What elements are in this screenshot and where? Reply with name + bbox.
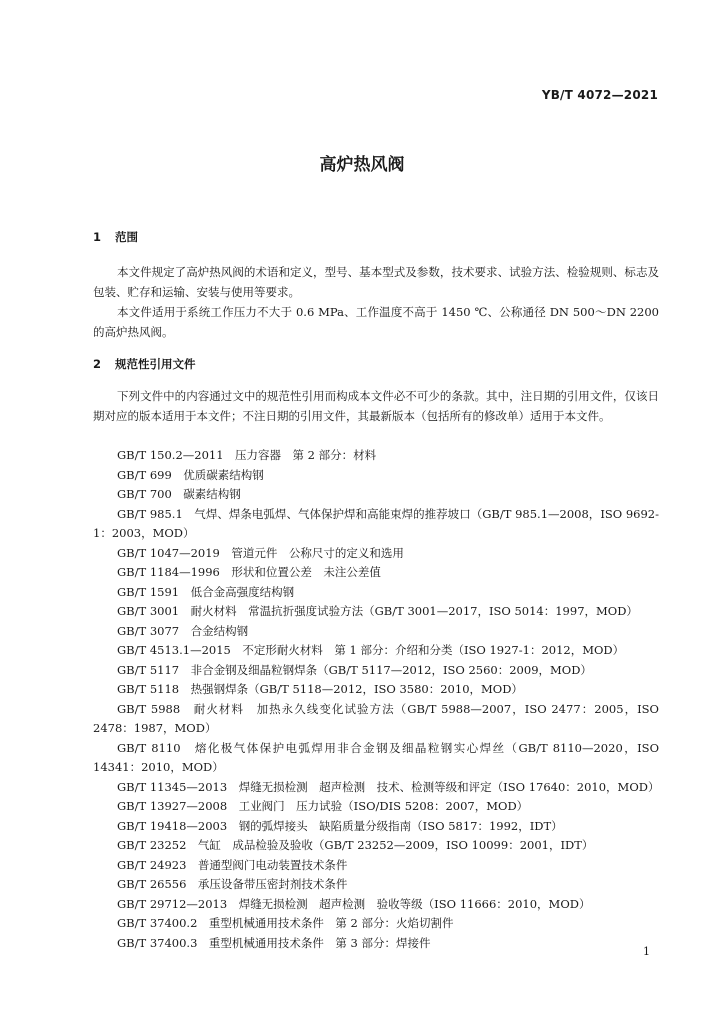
reference-list (93, 446, 659, 953)
reference-item: GB/T 26556 承压设备带压密封剂技术条件 (117, 877, 348, 891)
document-title: 高炉热风阀 (319, 155, 405, 175)
reference-item: GB/T 24923 普通型阀门电动装置技术条件 (117, 857, 348, 872)
reference-item: GB/T 4513.1—2015 不定形耐火材料 第 1 部分：介绍和分类（ISO 1927-1：2012，MOD） (117, 643, 625, 657)
reference-item: GB/T 3001 耐火材料 常温抗折强度试验方法（GB/T 3001—2017，ISO 5014：1997，MOD） (117, 604, 638, 618)
reference-item: GB/T 23252 气缸 成品检验及验收（GB/T 23252—2009，ISO 10099：2001，IDT） (117, 838, 594, 852)
reference-item: GB/T 37400.3 重型机械通用技术条件 第 3 部分：焊接件 (117, 935, 431, 950)
page-number: 1 (643, 945, 650, 958)
reference-item: GB/T 1184—1996 形状和位置公差 未注公差值 (117, 565, 381, 579)
reference-item: GB/T 699 优质碳素结构钢 (117, 467, 264, 482)
reference-item: GB/T 29712—2013 焊缝无损检测 超声检测 验收等级（ISO 11666：2010，MOD） (117, 896, 591, 911)
document-code: YB/T 4072—2021 (541, 88, 658, 102)
section-1-number: 1 (93, 230, 102, 244)
reference-item: GB/T 19418—2003 钢的弧焊接头 缺陷质量分级指南（ISO 5817：1992，IDT） (117, 818, 563, 833)
reference-item: GB/T 5988 耐火材料 加热永久线变化试验方法（GB/T 5988—2007，ISO 2477：2005，ISO 2478：1987，MOD） (93, 701, 659, 735)
scope-paragraph-2: 本文件适用于系统工作压力不大于 0.6 MPa、工作温度不高于 1450 ℃、公称通径 DN 500～DN 2200 的高炉热风阀。 (93, 305, 659, 339)
section-2-heading (93, 356, 196, 372)
reference-item: GB/T 1047—2019 管道元件 公称尺寸的定义和选用 (117, 545, 404, 560)
reference-item: GB/T 8110 熔化极气体保护电弧焊用非合金钢及细晶粒钢实心焊丝（GB/T 8110—2020，ISO 14341：2010，MOD） (93, 740, 659, 774)
reference-item: GB/T 5118 热强钢焊条（GB/T 5118—2012，ISO 3580：2010，MOD） (117, 682, 523, 696)
reference-item: GB/T 3077 合金结构钢 (117, 623, 249, 638)
reference-item: GB/T 1591 低合金高强度结构钢 (117, 584, 295, 599)
section-1-title: 范围 (115, 230, 138, 244)
reference-item: GB/T 985.1 气焊、焊条电弧焊、气体保护焊和高能束焊的推荐坡口（GB/T 985.1—2008，ISO 9692-1：2003，MOD） (93, 506, 659, 540)
reference-item: GB/T 5117 非合金钢及细晶粒钢焊条（GB/T 5117—2012，ISO 2560：2009，MOD） (117, 662, 592, 677)
reference-item: GB/T 37400.2 重型机械通用技术条件 第 2 部分：火焰切割件 (117, 916, 454, 930)
reference-item: GB/T 700 碳素结构钢 (117, 487, 241, 501)
section-2-title: 规范性引用文件 (115, 357, 196, 371)
reference-item: GB/T 150.2—2011 压力容器 第 2 部分：材料 (117, 448, 377, 462)
section-1-heading (93, 229, 138, 245)
section-2-number: 2 (93, 357, 102, 371)
scope-paragraph-1: 本文件规定了高炉热风阀的术语和定义，型号、基本型式及参数，技术要求、试验方法、检验规则、标志及包装、贮存和运输、安装与使用等要求。 (93, 265, 659, 299)
reference-item: GB/T 13927—2008 工业阀门 压力试验（ISO/DIS 5208：2007，MOD） (117, 799, 529, 813)
normative-references-intro: 下列文件中的内容通过文中的规范性引用而构成本文件必不可少的条款。其中，注日期的引用文件，仅该日期对应的版本适用于本文件；不注日期的引用文件，其最新版本（包括所有的修改单）适用于本文件。 (93, 389, 659, 423)
reference-item: GB/T 11345—2013 焊缝无损检测 超声检测 技术、检测等级和评定（ISO 17640：2010，MOD） (117, 779, 660, 794)
